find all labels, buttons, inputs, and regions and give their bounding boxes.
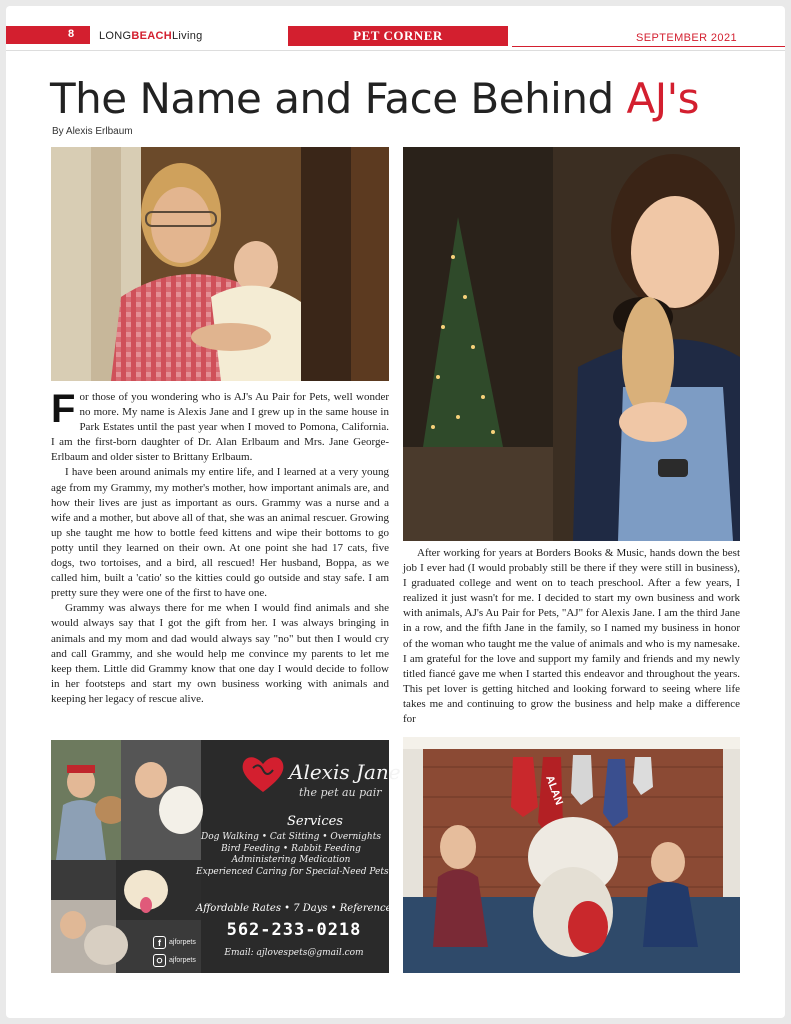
magazine-name-bold: BEACH — [131, 30, 172, 42]
article-byline: By Alexis Erlbaum — [52, 126, 133, 137]
section-title: PET CORNER — [353, 28, 443, 43]
magazine-name-suffix: Living — [172, 30, 203, 42]
ad-service-item: Bird Feeding • Rabbit Feeding — [221, 843, 361, 854]
ad-services-heading: Services — [287, 814, 343, 829]
magazine-name-prefix: LONG — [99, 30, 132, 42]
header-red-line — [512, 46, 785, 47]
issue-date: SEPTEMBER 2021 — [636, 32, 737, 44]
ad-instagram — [153, 954, 196, 967]
ad-service-item: Dog Walking • Cat Sitting • Overnights — [201, 832, 381, 842]
photo-grandmother-with-baby — [51, 147, 389, 381]
article-paragraph-4: After working for years at Borders Books & Music, hands down the best job I ever had (I would probably still be there if they were still in business), I graduated college and went on to teach preschool. After a few years, I realized it just wasn't for me. I decided to start my own business and work with animals, AJ's Au Pair for Pets, "AJ" for Alexis Jane. I am the third Jane in a row, and the fifth Jane in the family, so I named my business in honor of the woman who taught me the value of animals and who is my namesake. I am grateful for the love and support my family and friends and my newly titled fiancé gave me when I started this endeavor and throughout the years. This pet lover is getting hitched and looking forward to seeing where life takes me and continuing to grow the business and help make a difference for — [403, 547, 740, 726]
ad-tagline: the pet au pair — [299, 786, 382, 799]
business-advertisement — [51, 740, 401, 973]
paragraph-1-text: or those of you wondering who is AJ's Au Pair for Pets, well wonder no more. My name is Alexis Jane and I grew up in the same house in Park Estates until the past year when I moved to Pomona, California. I am the first-born daughter of Dr. Alan Erlbaum and Mrs. Jane George-Erlbaum and older sister to Brittany Erlbaum. — [51, 391, 389, 464]
article-column-left — [51, 387, 389, 707]
facebook-icon: f — [153, 936, 166, 949]
article-headline — [50, 74, 699, 123]
article-paragraph-2: I have been around animals my entire life, and I learned at a very young age from my Grammy, my mother's mother, how important animals are, and how their lives are just as important as ours. Grammy was a nurse and a wife and a mother, but above all of that, she was an animal rescuer. Growing up she taught me how to bottle feed kittens and wipe their bottoms to go potty until they learned on their own. At one point she had 17 cats, five dogs, two tortoises, and a bird, all rescued! Her husband, Boppa, as we called him, built a 'catio' so the kitties could go outside and stay safe. I am pretty sure they were one of the first to have one. — [51, 466, 389, 600]
instagram-icon — [153, 954, 166, 967]
photo-girl-with-ferret — [403, 147, 740, 541]
header-red-bar-left — [6, 26, 90, 44]
heart-logo-icon — [241, 754, 285, 794]
instagram-handle: ajforpets — [169, 957, 196, 964]
article-paragraph-3: Grammy was always there for me when I would find animals and she would always say that I got the gift from her. I was always bringing in animals and my mom and dad would always say "no" but then I would cry and call Grammy, and she would help me convince my parents to let me keep them. Little did Grammy know that one day I would decide to follow in her footsteps and start my own business working with animals and keeping her legacy of rescue alive. — [51, 602, 389, 705]
headline-accent: AJ's — [626, 74, 700, 123]
ad-services-list — [196, 832, 389, 878]
ad-email: Email: ajlovespets@gmail.com — [224, 948, 364, 958]
ad-phone-number: 562-233-0218 — [226, 920, 362, 940]
headline-main: The Name and Face Behind — [50, 74, 627, 123]
magazine-name — [99, 30, 203, 42]
article-column-right — [403, 546, 740, 727]
article-paragraph-1 — [51, 387, 389, 465]
ad-facebook — [153, 936, 196, 949]
ad-brand-name: Alexis Jane — [289, 760, 401, 784]
facebook-handle: ajforpets — [169, 939, 196, 946]
ad-service-item: Experienced Caring for Special-Need Pets — [196, 866, 389, 877]
drop-cap: F — [51, 387, 76, 431]
ad-service-item: Administering Medication — [231, 855, 351, 865]
ad-rates: Affordable Rates • 7 Days • References — [196, 903, 397, 914]
stocking-name-label: ALAN — [543, 773, 565, 807]
page-number: 8 — [68, 28, 75, 40]
header-divider — [6, 50, 785, 51]
photo-christmas-sheepdog — [403, 737, 740, 973]
magazine-page — [6, 6, 785, 1018]
